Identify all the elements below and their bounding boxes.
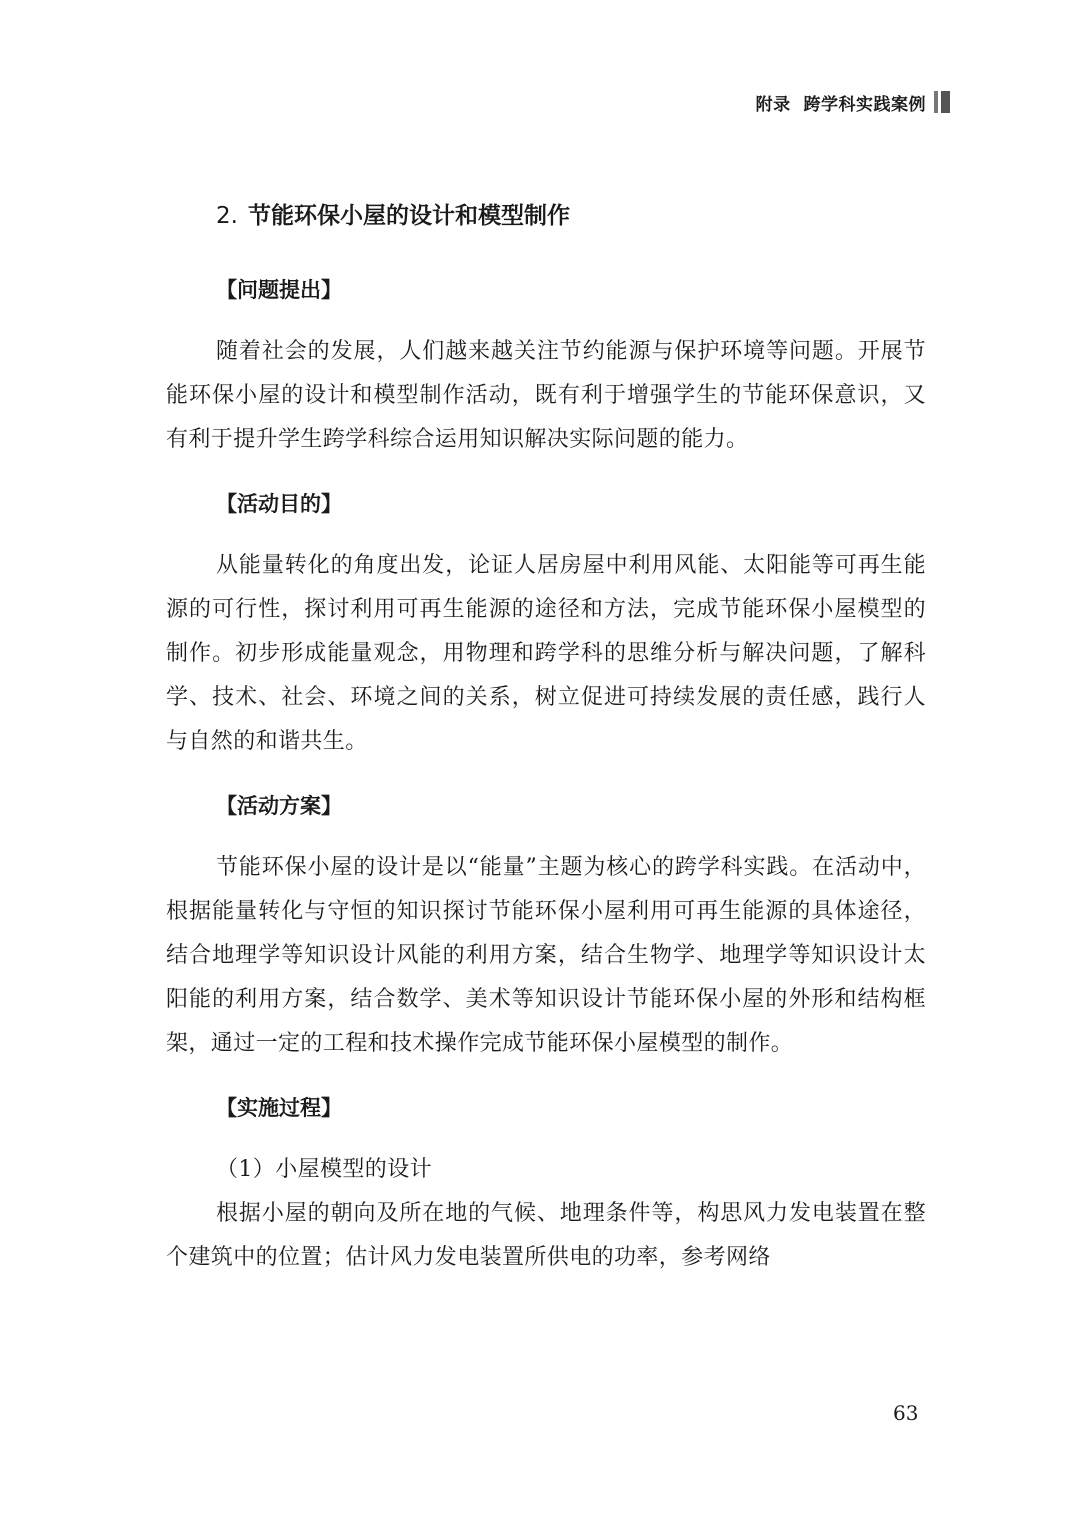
heading-process: 【实施过程】 <box>216 1096 342 1120</box>
section-title <box>216 196 926 236</box>
running-header <box>756 88 926 116</box>
header-bar-wide <box>941 91 950 113</box>
header-decoration <box>934 91 950 113</box>
page-number: 63 <box>893 1401 919 1425</box>
paragraph-problem: 随着社会的发展，人们越来越关注节约能源与保护环境等问题。开展节能环保小屋的设计和模型制作活动，既有利于增强学生的节能环保意识，又有利于提升学生跨学科综合运用知识解决实际问题的能力。 <box>166 339 926 452</box>
page-content <box>166 196 926 1280</box>
paragraph-plan: 节能环保小屋的设计是以“能量”主题为核心的跨学科实践。在活动中，根据能量转化与守恒的知识探讨节能环保小屋利用可再生能源的具体途径，结合地理学等知识设计风能的利用方案，结合生物学、地理学等知识设计太阳能的利用方案，结合数学、美术等知识设计节能环保小屋的外形和结构框架，通过一定的工程和技术操作完成节能环保小屋模型的制作。 <box>166 855 926 1056</box>
running-header-text: 附录 跨学科实践案例 <box>755 94 926 115</box>
heading-problem: 【问题提出】 <box>216 278 342 302</box>
step-1-title: （1）小屋模型的设计 <box>216 1157 432 1182</box>
header-bar-thin <box>934 91 938 113</box>
paragraph-purpose: 从能量转化的角度出发，论证人居房屋中利用风能、太阳能等可再生能源的可行性，探讨利用可再生能源的途径和方法，完成节能环保小屋模型的制作。初步形成能量观念，用物理和跨学科的思维分析与解决问题，了解科学、技术、社会、环境之间的关系，树立促进可持续发展的责任感，践行人与自然的和谐共生。 <box>166 553 926 754</box>
paragraph-step-1: 根据小屋的朝向及所在地的气候、地理条件等，构思风力发电装置在整个建筑中的位置；估计风力发电装置所供电的功率，参考网络 <box>166 1201 926 1270</box>
heading-purpose: 【活动目的】 <box>216 492 342 516</box>
section-title-text: 节能环保小屋的设计和模型制作 <box>247 203 570 229</box>
section-number: 2. <box>216 203 238 229</box>
heading-plan: 【活动方案】 <box>216 794 342 818</box>
